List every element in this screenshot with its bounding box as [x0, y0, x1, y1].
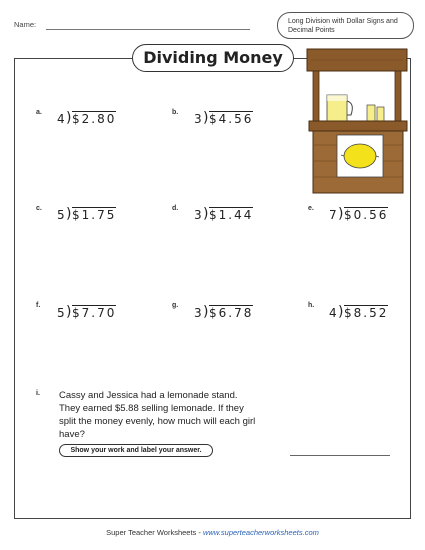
divisor: 5 [57, 306, 65, 320]
divisor: 7 [329, 208, 337, 222]
dividend: $0.56 [344, 208, 389, 222]
divisor: 4 [329, 306, 337, 320]
footer-url[interactable]: www.superteacherworksheets.com [202, 528, 319, 537]
show-work-instruction: Show your work and label your answer. [59, 444, 213, 457]
lemonade-stand-icon [303, 45, 411, 195]
dividend: $4.56 [209, 112, 254, 126]
division-bracket: ) [338, 206, 344, 222]
divisor: 3 [194, 112, 202, 126]
problem-label: c. [36, 205, 42, 212]
problem-label: b. [172, 109, 179, 116]
problem-label: d. [172, 205, 179, 212]
problem-label: g. [172, 302, 179, 309]
division-bracket: ) [66, 110, 72, 126]
footer [0, 528, 425, 537]
division-bracket: ) [203, 110, 209, 126]
divisor: 4 [57, 112, 65, 126]
problem-label: f. [36, 302, 41, 309]
problem-label: e. [308, 205, 314, 212]
dividend: $8.52 [344, 306, 389, 320]
divisor: 3 [194, 208, 202, 222]
division-bracket: ) [66, 206, 72, 222]
dividend: $1.44 [209, 208, 254, 222]
word-problem-text: Cassy and Jessica had a lemonade stand. They earned $5.88 selling lemonade. If they split the money evenly, how much will each girl have? [59, 390, 256, 440]
divisor: 3 [194, 306, 202, 320]
topic-box: Long Division with Dollar Signs and Decimal Points [277, 12, 414, 39]
problem-label: h. [308, 302, 315, 309]
division-bracket: ) [203, 304, 209, 320]
division-bracket: ) [203, 206, 209, 222]
dividend: $1.75 [72, 208, 117, 222]
division-bracket: ) [338, 304, 344, 320]
footer-brand: Super Teacher Worksheets [106, 528, 197, 537]
name-label: Name: [14, 20, 37, 29]
dividend: $2.80 [72, 112, 117, 126]
name-line[interactable] [46, 29, 250, 30]
divisor: 5 [57, 208, 65, 222]
page-title: Dividing Money [132, 44, 294, 72]
footer-separator: - [196, 528, 203, 537]
dividend: $7.70 [72, 306, 117, 320]
dividend: $6.78 [209, 306, 254, 320]
problem-label: a. [36, 109, 42, 116]
division-bracket: ) [66, 304, 72, 320]
answer-line[interactable] [290, 455, 390, 456]
word-problem-label: i. [36, 390, 40, 397]
